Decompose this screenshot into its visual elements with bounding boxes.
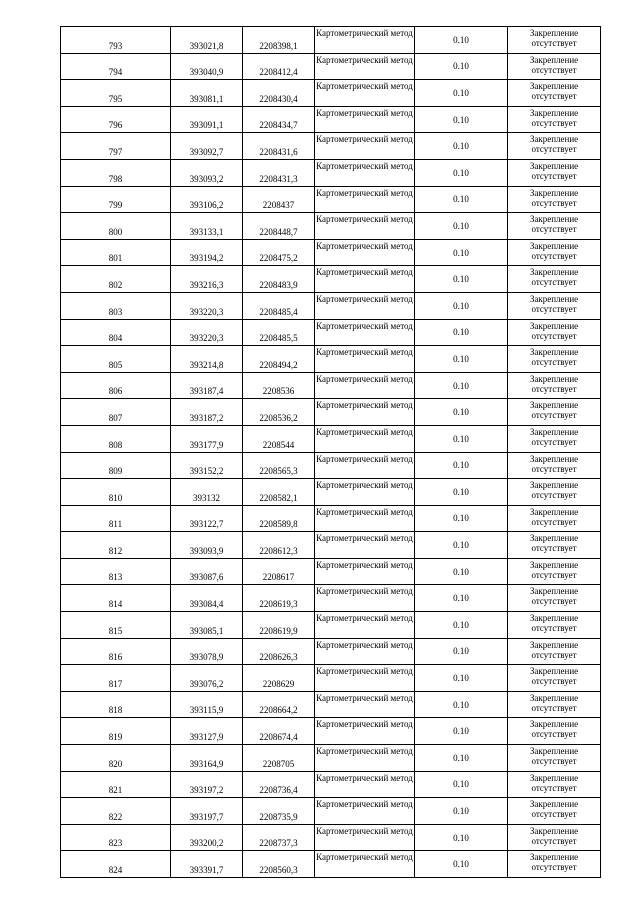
x-coordinate-cell: 393194,2 xyxy=(171,239,243,266)
fixing-cell: Закрепление отсутствует xyxy=(508,106,601,133)
y-coordinate-cell: 2208589,8 xyxy=(243,505,315,532)
x-coordinate-cell: 393084,4 xyxy=(171,585,243,612)
fixing-cell: Закрепление отсутствует xyxy=(508,585,601,612)
accuracy-cell: 0.10 xyxy=(415,372,508,399)
method-cell: Картометрический метод xyxy=(315,80,415,107)
y-coordinate-cell: 2208544 xyxy=(243,425,315,452)
accuracy-cell: 0.10 xyxy=(415,292,508,319)
x-coordinate-cell: 393091,1 xyxy=(171,106,243,133)
x-coordinate-cell: 393216,3 xyxy=(171,266,243,293)
y-coordinate-cell: 2208664,2 xyxy=(243,691,315,718)
point-number-cell: 814 xyxy=(61,585,171,612)
accuracy-cell: 0.10 xyxy=(415,266,508,293)
method-cell: Картометрический метод xyxy=(315,585,415,612)
table-row xyxy=(61,266,601,293)
point-number-cell: 793 xyxy=(61,27,171,54)
point-number-cell: 812 xyxy=(61,532,171,559)
y-coordinate-cell: 2208434,7 xyxy=(243,106,315,133)
x-coordinate-cell: 393187,2 xyxy=(171,399,243,426)
x-coordinate-cell: 393021,8 xyxy=(171,27,243,54)
point-number-cell: 804 xyxy=(61,319,171,346)
y-coordinate-cell: 2208619,9 xyxy=(243,612,315,639)
accuracy-cell: 0.10 xyxy=(415,106,508,133)
method-cell: Картометрический метод xyxy=(315,691,415,718)
fixing-cell: Закрепление отсутствует xyxy=(508,479,601,506)
fixing-cell: Закрепление отсутствует xyxy=(508,452,601,479)
method-cell: Картометрический метод xyxy=(315,479,415,506)
y-coordinate-cell: 2208485,4 xyxy=(243,292,315,319)
accuracy-cell: 0.10 xyxy=(415,27,508,54)
y-coordinate-cell: 2208431,3 xyxy=(243,159,315,186)
point-number-cell: 800 xyxy=(61,213,171,240)
accuracy-cell: 0.10 xyxy=(415,745,508,772)
point-number-cell: 819 xyxy=(61,718,171,745)
accuracy-cell: 0.10 xyxy=(415,638,508,665)
x-coordinate-cell: 393081,1 xyxy=(171,80,243,107)
table-row xyxy=(61,106,601,133)
table-row xyxy=(61,372,601,399)
y-coordinate-cell: 2208431,6 xyxy=(243,133,315,160)
table-row xyxy=(61,718,601,745)
accuracy-cell: 0.10 xyxy=(415,159,508,186)
accuracy-cell: 0.10 xyxy=(415,505,508,532)
table-row xyxy=(61,771,601,798)
x-coordinate-cell: 393106,2 xyxy=(171,186,243,213)
x-coordinate-cell: 393214,8 xyxy=(171,346,243,373)
table-row xyxy=(61,80,601,107)
method-cell: Картометрический метод xyxy=(315,186,415,213)
accuracy-cell: 0.10 xyxy=(415,346,508,373)
y-coordinate-cell: 2208736,4 xyxy=(243,771,315,798)
method-cell: Картометрический метод xyxy=(315,638,415,665)
fixing-cell: Закрепление отсутствует xyxy=(508,292,601,319)
accuracy-cell: 0.10 xyxy=(415,691,508,718)
method-cell: Картометрический метод xyxy=(315,851,415,878)
table-row xyxy=(61,558,601,585)
table-row xyxy=(61,133,601,160)
y-coordinate-cell: 2208485,5 xyxy=(243,319,315,346)
fixing-cell: Закрепление отсутствует xyxy=(508,505,601,532)
y-coordinate-cell: 2208629 xyxy=(243,665,315,692)
y-coordinate-cell: 2208560,3 xyxy=(243,851,315,878)
point-number-cell: 801 xyxy=(61,239,171,266)
x-coordinate-cell: 393087,6 xyxy=(171,558,243,585)
y-coordinate-cell: 2208626,3 xyxy=(243,638,315,665)
y-coordinate-cell: 2208619,3 xyxy=(243,585,315,612)
x-coordinate-cell: 393220,3 xyxy=(171,319,243,346)
y-coordinate-cell: 2208674,4 xyxy=(243,718,315,745)
table-row xyxy=(61,239,601,266)
y-coordinate-cell: 2208737,3 xyxy=(243,824,315,851)
y-coordinate-cell: 2208617 xyxy=(243,558,315,585)
fixing-cell: Закрепление отсутствует xyxy=(508,638,601,665)
accuracy-cell: 0.10 xyxy=(415,399,508,426)
table-row xyxy=(61,505,601,532)
point-number-cell: 817 xyxy=(61,665,171,692)
fixing-cell: Закрепление отсутствует xyxy=(508,319,601,346)
fixing-cell: Закрепление отсутствует xyxy=(508,372,601,399)
accuracy-cell: 0.10 xyxy=(415,851,508,878)
table-row xyxy=(61,638,601,665)
y-coordinate-cell: 2208430,4 xyxy=(243,80,315,107)
fixing-cell: Закрепление отсутствует xyxy=(508,399,601,426)
point-number-cell: 818 xyxy=(61,691,171,718)
table-row xyxy=(61,27,601,54)
table-row xyxy=(61,665,601,692)
point-number-cell: 809 xyxy=(61,452,171,479)
fixing-cell: Закрепление отсутствует xyxy=(508,558,601,585)
fixing-cell: Закрепление отсутствует xyxy=(508,425,601,452)
x-coordinate-cell: 393085,1 xyxy=(171,612,243,639)
table-row xyxy=(61,292,601,319)
fixing-cell: Закрепление отсутствует xyxy=(508,186,601,213)
accuracy-cell: 0.10 xyxy=(415,80,508,107)
table-row xyxy=(61,186,601,213)
x-coordinate-cell: 393076,2 xyxy=(171,665,243,692)
accuracy-cell: 0.10 xyxy=(415,319,508,346)
point-number-cell: 821 xyxy=(61,771,171,798)
y-coordinate-cell: 2208475,2 xyxy=(243,239,315,266)
point-number-cell: 813 xyxy=(61,558,171,585)
point-number-cell: 794 xyxy=(61,53,171,80)
table-row xyxy=(61,452,601,479)
x-coordinate-cell: 393040,9 xyxy=(171,53,243,80)
fixing-cell: Закрепление отсутствует xyxy=(508,851,601,878)
point-number-cell: 796 xyxy=(61,106,171,133)
method-cell: Картометрический метод xyxy=(315,239,415,266)
x-coordinate-cell: 393152,2 xyxy=(171,452,243,479)
method-cell: Картометрический метод xyxy=(315,346,415,373)
table-row xyxy=(61,425,601,452)
fixing-cell: Закрепление отсутствует xyxy=(508,239,601,266)
y-coordinate-cell: 2208582,1 xyxy=(243,479,315,506)
fixing-cell: Закрепление отсутствует xyxy=(508,798,601,825)
x-coordinate-cell: 393187,4 xyxy=(171,372,243,399)
accuracy-cell: 0.10 xyxy=(415,186,508,213)
fixing-cell: Закрепление отсутствует xyxy=(508,824,601,851)
fixing-cell: Закрепление отсутствует xyxy=(508,213,601,240)
point-number-cell: 820 xyxy=(61,745,171,772)
method-cell: Картометрический метод xyxy=(315,292,415,319)
point-number-cell: 807 xyxy=(61,399,171,426)
fixing-cell: Закрепление отсутствует xyxy=(508,612,601,639)
x-coordinate-cell: 393127,9 xyxy=(171,718,243,745)
method-cell: Картометрический метод xyxy=(315,665,415,692)
y-coordinate-cell: 2208735,9 xyxy=(243,798,315,825)
method-cell: Картометрический метод xyxy=(315,53,415,80)
y-coordinate-cell: 2208494,2 xyxy=(243,346,315,373)
accuracy-cell: 0.10 xyxy=(415,558,508,585)
x-coordinate-cell: 393093,9 xyxy=(171,532,243,559)
accuracy-cell: 0.10 xyxy=(415,213,508,240)
x-coordinate-cell: 393122,7 xyxy=(171,505,243,532)
accuracy-cell: 0.10 xyxy=(415,718,508,745)
method-cell: Картометрический метод xyxy=(315,718,415,745)
fixing-cell: Закрепление отсутствует xyxy=(508,691,601,718)
x-coordinate-cell: 393164,9 xyxy=(171,745,243,772)
point-number-cell: 795 xyxy=(61,80,171,107)
y-coordinate-cell: 2208412,4 xyxy=(243,53,315,80)
method-cell: Картометрический метод xyxy=(315,372,415,399)
method-cell: Картометрический метод xyxy=(315,27,415,54)
x-coordinate-cell: 393133,1 xyxy=(171,213,243,240)
accuracy-cell: 0.10 xyxy=(415,585,508,612)
point-number-cell: 805 xyxy=(61,346,171,373)
point-number-cell: 811 xyxy=(61,505,171,532)
fixing-cell: Закрепление отсутствует xyxy=(508,665,601,692)
table-row xyxy=(61,213,601,240)
accuracy-cell: 0.10 xyxy=(415,53,508,80)
table-row xyxy=(61,798,601,825)
method-cell: Картометрический метод xyxy=(315,452,415,479)
table-row xyxy=(61,53,601,80)
table-row xyxy=(61,346,601,373)
x-coordinate-cell: 393197,7 xyxy=(171,798,243,825)
accuracy-cell: 0.10 xyxy=(415,239,508,266)
table-row xyxy=(61,319,601,346)
y-coordinate-cell: 2208398,1 xyxy=(243,27,315,54)
x-coordinate-cell: 393220,3 xyxy=(171,292,243,319)
accuracy-cell: 0.10 xyxy=(415,425,508,452)
accuracy-cell: 0.10 xyxy=(415,771,508,798)
y-coordinate-cell: 2208565,3 xyxy=(243,452,315,479)
point-number-cell: 798 xyxy=(61,159,171,186)
fixing-cell: Закрепление отсутствует xyxy=(508,745,601,772)
method-cell: Картометрический метод xyxy=(315,532,415,559)
point-number-cell: 797 xyxy=(61,133,171,160)
x-coordinate-cell: 393132 xyxy=(171,479,243,506)
table-row xyxy=(61,532,601,559)
fixing-cell: Закрепление отсутствует xyxy=(508,266,601,293)
x-coordinate-cell: 393200,2 xyxy=(171,824,243,851)
y-coordinate-cell: 2208536,2 xyxy=(243,399,315,426)
x-coordinate-cell: 393177,9 xyxy=(171,425,243,452)
table-row xyxy=(61,479,601,506)
accuracy-cell: 0.10 xyxy=(415,665,508,692)
coordinates-table-page xyxy=(60,26,601,878)
method-cell: Картометрический метод xyxy=(315,824,415,851)
accuracy-cell: 0.10 xyxy=(415,532,508,559)
point-number-cell: 815 xyxy=(61,612,171,639)
method-cell: Картометрический метод xyxy=(315,319,415,346)
method-cell: Картометрический метод xyxy=(315,558,415,585)
point-number-cell: 802 xyxy=(61,266,171,293)
point-number-cell: 824 xyxy=(61,851,171,878)
method-cell: Картометрический метод xyxy=(315,133,415,160)
x-coordinate-cell: 393092,7 xyxy=(171,133,243,160)
table-row xyxy=(61,851,601,878)
y-coordinate-cell: 2208483,9 xyxy=(243,266,315,293)
table-row xyxy=(61,585,601,612)
x-coordinate-cell: 393093,2 xyxy=(171,159,243,186)
point-number-cell: 810 xyxy=(61,479,171,506)
point-number-cell: 806 xyxy=(61,372,171,399)
method-cell: Картометрический метод xyxy=(315,612,415,639)
x-coordinate-cell: 393078,9 xyxy=(171,638,243,665)
coordinates-table xyxy=(60,26,601,878)
method-cell: Картометрический метод xyxy=(315,798,415,825)
table-row xyxy=(61,824,601,851)
point-number-cell: 816 xyxy=(61,638,171,665)
method-cell: Картометрический метод xyxy=(315,771,415,798)
table-row xyxy=(61,691,601,718)
y-coordinate-cell: 2208437 xyxy=(243,186,315,213)
point-number-cell: 799 xyxy=(61,186,171,213)
accuracy-cell: 0.10 xyxy=(415,452,508,479)
point-number-cell: 823 xyxy=(61,824,171,851)
method-cell: Картометрический метод xyxy=(315,425,415,452)
table-row xyxy=(61,399,601,426)
accuracy-cell: 0.10 xyxy=(415,798,508,825)
method-cell: Картометрический метод xyxy=(315,745,415,772)
point-number-cell: 808 xyxy=(61,425,171,452)
method-cell: Картометрический метод xyxy=(315,505,415,532)
fixing-cell: Закрепление отсутствует xyxy=(508,159,601,186)
fixing-cell: Закрепление отсутствует xyxy=(508,27,601,54)
fixing-cell: Закрепление отсутствует xyxy=(508,346,601,373)
table-row xyxy=(61,159,601,186)
table-row xyxy=(61,745,601,772)
method-cell: Картометрический метод xyxy=(315,266,415,293)
accuracy-cell: 0.10 xyxy=(415,479,508,506)
fixing-cell: Закрепление отсутствует xyxy=(508,718,601,745)
fixing-cell: Закрепление отсутствует xyxy=(508,53,601,80)
fixing-cell: Закрепление отсутствует xyxy=(508,532,601,559)
point-number-cell: 822 xyxy=(61,798,171,825)
method-cell: Картометрический метод xyxy=(315,399,415,426)
fixing-cell: Закрепление отсутствует xyxy=(508,80,601,107)
table-row xyxy=(61,612,601,639)
x-coordinate-cell: 393197,2 xyxy=(171,771,243,798)
method-cell: Картометрический метод xyxy=(315,159,415,186)
accuracy-cell: 0.10 xyxy=(415,133,508,160)
accuracy-cell: 0.10 xyxy=(415,612,508,639)
y-coordinate-cell: 2208448,7 xyxy=(243,213,315,240)
method-cell: Картометрический метод xyxy=(315,106,415,133)
fixing-cell: Закрепление отсутствует xyxy=(508,133,601,160)
y-coordinate-cell: 2208536 xyxy=(243,372,315,399)
fixing-cell: Закрепление отсутствует xyxy=(508,771,601,798)
method-cell: Картометрический метод xyxy=(315,213,415,240)
y-coordinate-cell: 2208612,3 xyxy=(243,532,315,559)
x-coordinate-cell: 393115,9 xyxy=(171,691,243,718)
accuracy-cell: 0.10 xyxy=(415,824,508,851)
x-coordinate-cell: 393391,7 xyxy=(171,851,243,878)
point-number-cell: 803 xyxy=(61,292,171,319)
y-coordinate-cell: 2208705 xyxy=(243,745,315,772)
coordinates-table-body xyxy=(61,27,601,878)
